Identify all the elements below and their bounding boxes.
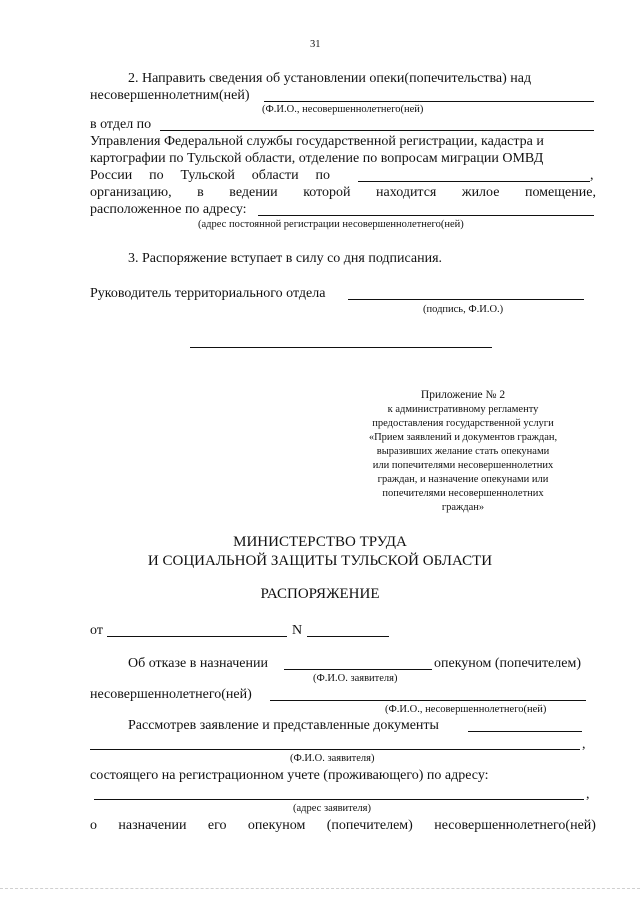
separator-line: [190, 347, 492, 348]
item2-line7: [90, 184, 596, 202]
page-number: 31: [310, 39, 321, 50]
word: опекуном: [247, 818, 306, 833]
word: организацию,: [90, 185, 172, 200]
word: в: [197, 185, 204, 200]
minor-label: несовершеннолетнего(ней): [90, 687, 252, 702]
caption-minor: (Ф.И.О., несовершеннолетнего(ней): [385, 704, 547, 715]
registered-text: состоящего на регистрационном учете (проживающего) по адресу:: [90, 768, 489, 783]
appendix-line: попечителями несовершеннолетних: [382, 488, 544, 499]
appendix-title: Приложение № 2: [420, 389, 506, 401]
item3: 3. Распоряжение вступает в силу со дня подписания.: [128, 251, 443, 266]
russia-blank: [358, 181, 590, 182]
ministry-line1: МИНИСТЕРСТВО ТРУДА: [233, 534, 407, 550]
caption-signature: (подпись, Ф.И.О.): [423, 304, 504, 315]
appendix-line: «Прием заявлений и документов граждан,: [368, 432, 558, 443]
considering-text: Рассмотрев заявление и представленные документы: [128, 718, 439, 733]
word: жилое: [461, 185, 500, 200]
word: которой: [303, 185, 351, 200]
applicant-blank: [284, 669, 432, 670]
line6-comma: ,: [590, 168, 594, 183]
word: России: [90, 168, 133, 183]
appendix-line: или попечителями несовершеннолетних: [372, 460, 554, 471]
item2-line4: Управления Федеральной службы государственной регистрации, кадастра и: [90, 134, 544, 149]
date-from-label: от: [90, 623, 103, 638]
order-title: РАСПОРЯЖЕНИЕ: [260, 586, 380, 602]
word: его: [207, 818, 227, 833]
minor-blank: [270, 700, 586, 701]
ministry-line2: И СОЦИАЛЬНОЙ ЗАЩИТЫ ТУЛЬСКОЙ ОБЛАСТИ: [147, 553, 493, 569]
number-blank: [307, 636, 389, 637]
applicant-full-blank: [90, 749, 580, 750]
minor-fio-blank: [264, 101, 594, 102]
applicant-address-blank: [94, 799, 584, 800]
caption-minor-fio: (Ф.И.О., несовершеннолетнего(ней): [262, 104, 424, 115]
comma: ,: [582, 737, 586, 752]
appendix-line: выразивших желание стать опекунами: [376, 446, 550, 457]
word: области: [251, 168, 299, 183]
considering-blank: [468, 731, 582, 732]
word: (попечителем): [326, 818, 413, 833]
appendix-line: предоставления государственной услуги: [372, 418, 554, 429]
date-blank: [107, 636, 287, 637]
caption-address: (адрес постоянной регистрации несовершеннолетнего(ней): [198, 219, 464, 230]
scan-edge: [0, 888, 640, 889]
comma-2: ,: [586, 787, 590, 802]
item2-line6: [90, 167, 330, 185]
signature-blank: [348, 299, 584, 300]
appendix-line: к административному регламенту: [387, 404, 539, 415]
word: Тульской: [180, 168, 235, 183]
address-blank: [258, 215, 594, 216]
appendix-line: граждан, и назначение опекунами или: [377, 474, 549, 485]
dept-blank: [160, 130, 594, 131]
to-dept-label: в отдел по: [90, 117, 152, 132]
word: по: [315, 168, 330, 183]
item2-line1: 2. Направить сведения об установлении опеки(попечительства) над: [128, 71, 532, 86]
head-label: Руководитель территориального отдела: [90, 286, 326, 301]
word: по: [149, 168, 164, 183]
word: о: [90, 818, 97, 833]
appendix-line: граждан»: [441, 502, 485, 513]
item2-minor-label: несовершеннолетним(ней): [90, 88, 250, 103]
item2-line8: расположенное по адресу:: [90, 202, 247, 217]
caption-applicant-2: (Ф.И.О. заявителя): [290, 753, 375, 764]
word: несовершеннолетнего(ней): [434, 818, 596, 833]
word: назначении: [118, 818, 187, 833]
refusal-suffix: опекуном (попечителем): [434, 656, 581, 671]
refusal-prefix: Об отказе в назначении: [128, 656, 268, 671]
caption-applicant-address: (адрес заявителя): [293, 803, 371, 814]
number-label: N: [292, 623, 303, 638]
caption-applicant: (Ф.И.О. заявителя): [313, 673, 398, 684]
word: помещение,: [524, 185, 596, 200]
item2-line5: картографии по Тульской области, отделение по вопросам миграции ОМВД: [90, 151, 544, 166]
last-line: [90, 817, 596, 835]
word: находится: [376, 185, 437, 200]
word: ведении: [229, 185, 278, 200]
appendix-block: [330, 388, 596, 515]
